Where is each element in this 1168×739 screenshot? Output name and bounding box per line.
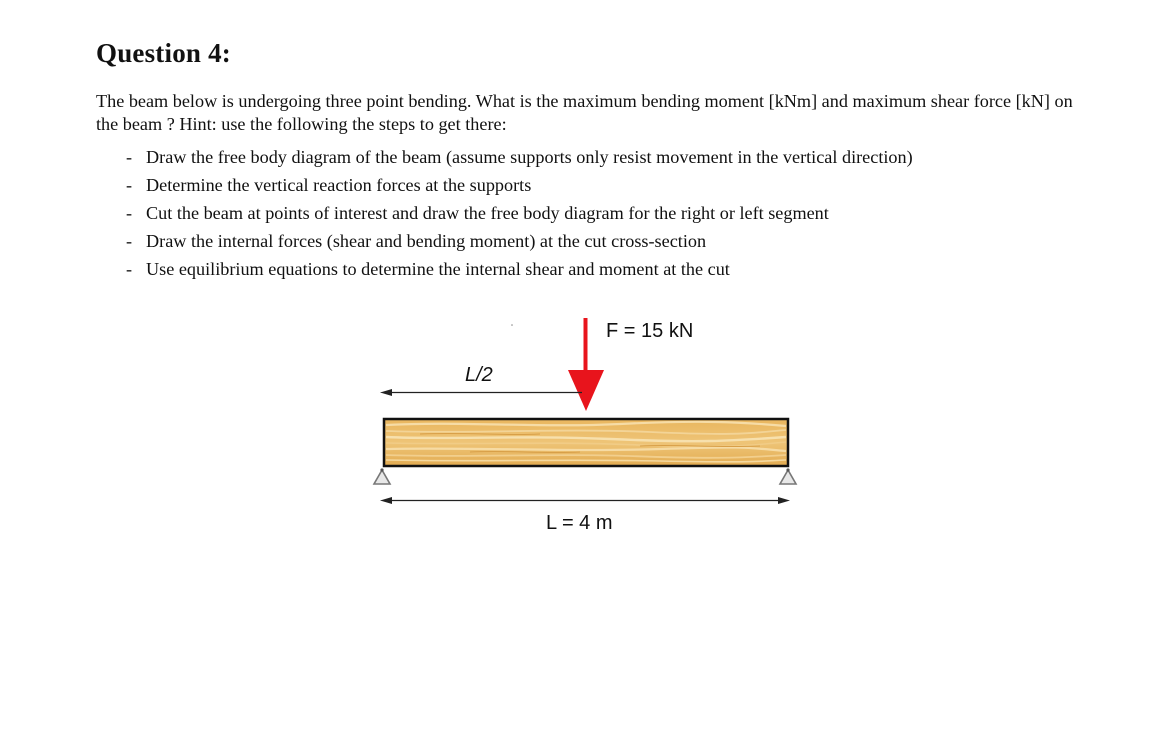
half-length-label: L/2 bbox=[465, 364, 493, 386]
force-arrow bbox=[568, 318, 604, 411]
hint-step-text: Use equilibrium equations to determine the internal shear and moment at the cut bbox=[146, 259, 730, 279]
bullet-dash: - bbox=[126, 231, 133, 251]
hint-step-text: Cut the beam at points of interest and draw the free body diagram for the right or left segment bbox=[146, 203, 829, 223]
bullet-dash: - bbox=[126, 203, 133, 223]
bullet-dash: - bbox=[126, 259, 133, 279]
hint-step-text: Draw the internal forces (shear and bending moment) at the cut cross-section bbox=[146, 231, 707, 251]
bullet-dash: - bbox=[126, 175, 133, 195]
wooden-beam bbox=[384, 419, 788, 466]
length-dimension-arrow bbox=[380, 497, 790, 504]
left-pin-support bbox=[374, 468, 390, 484]
force-label: F = 15 kN bbox=[606, 320, 694, 342]
length-label: L = 4 m bbox=[546, 512, 613, 534]
bullet-dash: - bbox=[126, 147, 133, 167]
question-title: Question 4: bbox=[96, 38, 231, 68]
half-length-dimension-arrow bbox=[380, 389, 582, 396]
hint-step-text: Determine the vertical reaction forces at the supports bbox=[146, 175, 532, 195]
question-intro: The beam below is undergoing three point bending. What is the maximum bending moment [kNm] and maximum shear force [kN] on the beam ? Hint: use the following the steps to get there: bbox=[96, 91, 1073, 134]
hint-step-text: Draw the free body diagram of the beam (assume supports only resist movement in the vertical direction) bbox=[146, 147, 913, 167]
right-pin-support bbox=[780, 468, 796, 484]
stray-dot bbox=[511, 324, 513, 326]
